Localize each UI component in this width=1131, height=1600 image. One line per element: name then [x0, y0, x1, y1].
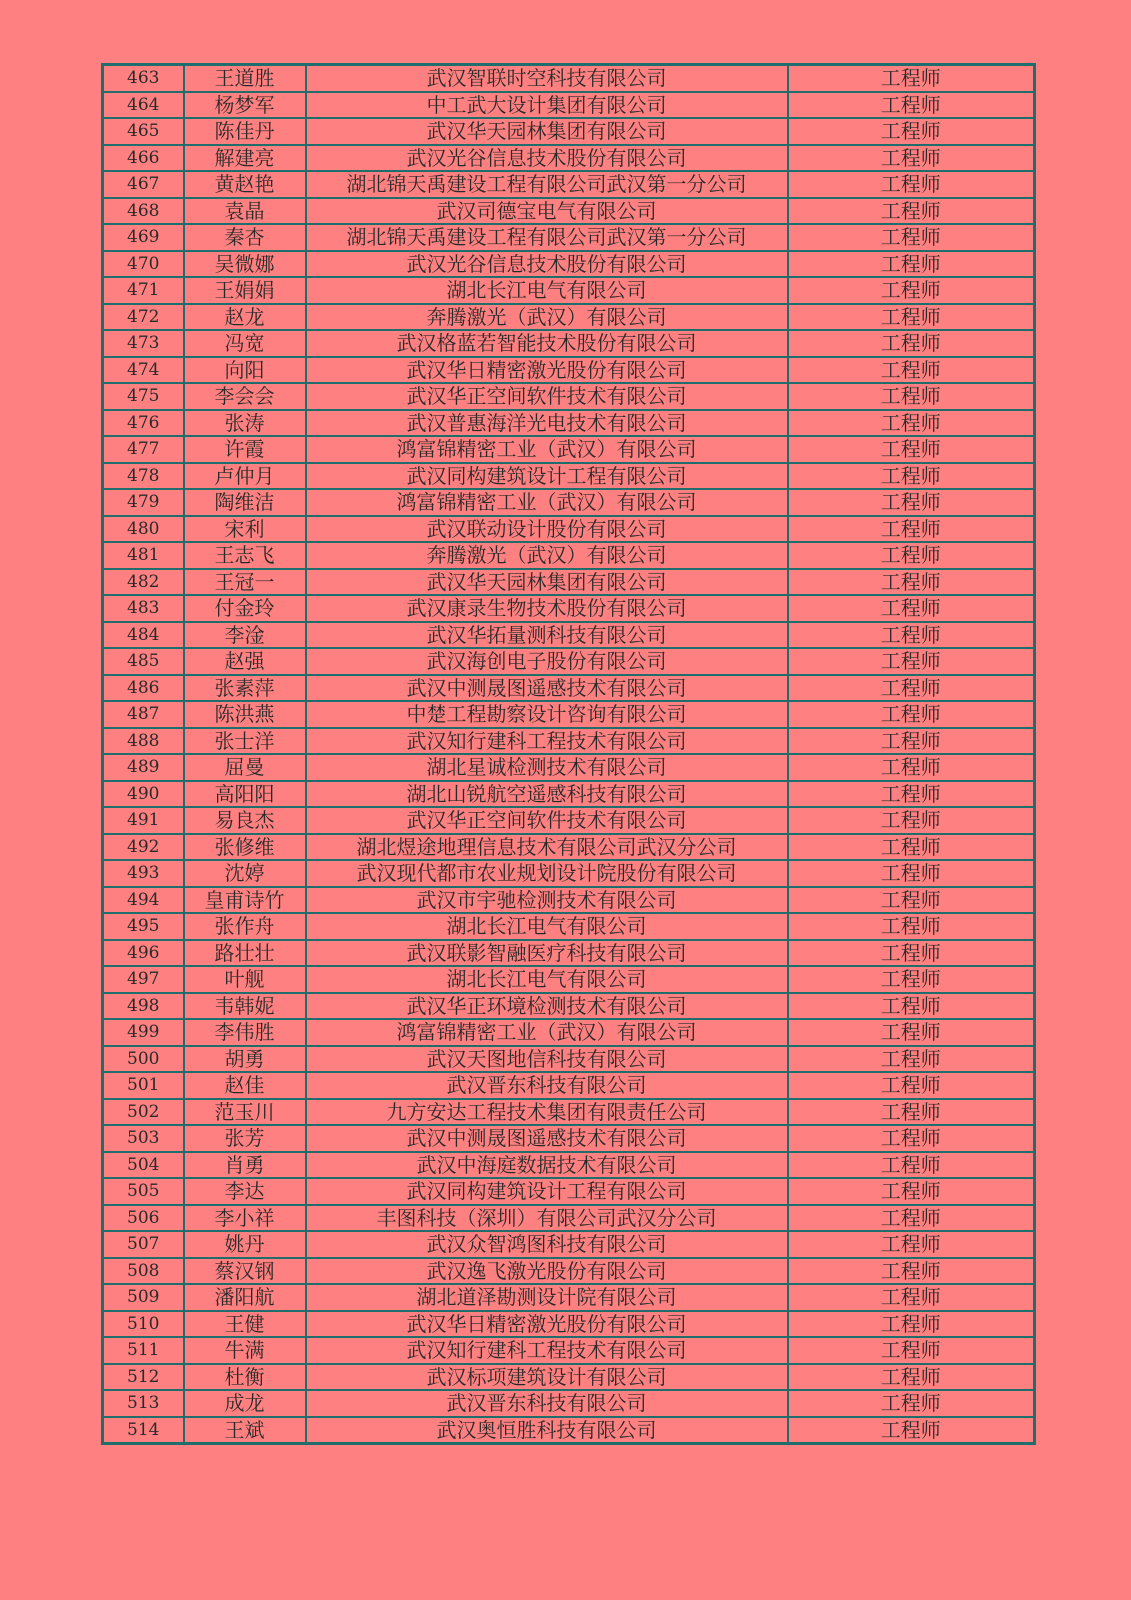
title-cell: 工程师: [788, 1019, 1035, 1046]
name-cell: 王娟娟: [184, 277, 306, 304]
title-cell: 工程师: [788, 966, 1035, 993]
table-row: [103, 1311, 1035, 1338]
table-row: [103, 781, 1035, 808]
company-cell: 武汉天图地信科技有限公司: [306, 1046, 788, 1073]
title-cell: 工程师: [788, 198, 1035, 225]
title-cell: 工程师: [788, 224, 1035, 251]
table-row: [103, 1152, 1035, 1179]
name-cell: 王志飞: [184, 542, 306, 569]
table-row: [103, 1125, 1035, 1152]
company-cell: 奔腾激光（武汉）有限公司: [306, 304, 788, 331]
company-cell: 湖北长江电气有限公司: [306, 966, 788, 993]
name-cell: 路壮壮: [184, 940, 306, 967]
row-number-cell: 474: [103, 357, 184, 384]
name-cell: 袁晶: [184, 198, 306, 225]
company-cell: 武汉华天园林集团有限公司: [306, 118, 788, 145]
table-row: [103, 1099, 1035, 1126]
company-cell: 湖北锦天禹建设工程有限公司武汉第一分公司: [306, 171, 788, 198]
title-cell: 工程师: [788, 489, 1035, 516]
name-cell: 陶维洁: [184, 489, 306, 516]
table-row: [103, 304, 1035, 331]
name-cell: 宋利: [184, 516, 306, 543]
name-cell: 张士洋: [184, 728, 306, 755]
table-row: [103, 1417, 1035, 1444]
name-cell: 秦杏: [184, 224, 306, 251]
name-cell: 许霞: [184, 436, 306, 463]
company-cell: 武汉同构建筑设计工程有限公司: [306, 1178, 788, 1205]
title-cell: 工程师: [788, 542, 1035, 569]
name-cell: 赵龙: [184, 304, 306, 331]
name-cell: 张修维: [184, 834, 306, 861]
company-cell: 武汉奥恒胜科技有限公司: [306, 1417, 788, 1444]
title-cell: 工程师: [788, 277, 1035, 304]
table-row: [103, 807, 1035, 834]
name-cell: 王斌: [184, 1417, 306, 1444]
name-cell: 范玉川: [184, 1099, 306, 1126]
table-row: [103, 622, 1035, 649]
table-row: [103, 595, 1035, 622]
company-cell: 湖北锦天禹建设工程有限公司武汉第一分公司: [306, 224, 788, 251]
name-cell: 屈曼: [184, 754, 306, 781]
table-row: [103, 330, 1035, 357]
table-row: [103, 198, 1035, 225]
row-number-cell: 503: [103, 1125, 184, 1152]
name-cell: 王冠一: [184, 569, 306, 596]
table-row: [103, 701, 1035, 728]
row-number-cell: 501: [103, 1072, 184, 1099]
company-cell: 武汉众智鸿图科技有限公司: [306, 1231, 788, 1258]
title-cell: 工程师: [788, 648, 1035, 675]
name-cell: 解建亮: [184, 145, 306, 172]
table-row: [103, 1284, 1035, 1311]
name-cell: 李淦: [184, 622, 306, 649]
company-cell: 奔腾激光（武汉）有限公司: [306, 542, 788, 569]
title-cell: 工程师: [788, 569, 1035, 596]
company-cell: 武汉康录生物技术股份有限公司: [306, 595, 788, 622]
company-cell: 武汉现代都市农业规划设计院股份有限公司: [306, 860, 788, 887]
title-cell: 工程师: [788, 622, 1035, 649]
company-cell: 武汉华日精密激光股份有限公司: [306, 1311, 788, 1338]
row-number-cell: 498: [103, 993, 184, 1020]
company-cell: 湖北长江电气有限公司: [306, 913, 788, 940]
row-number-cell: 505: [103, 1178, 184, 1205]
company-cell: 武汉普惠海洋光电技术有限公司: [306, 410, 788, 437]
table-row: [103, 1390, 1035, 1417]
table-row: [103, 1337, 1035, 1364]
company-cell: 武汉联动设计股份有限公司: [306, 516, 788, 543]
title-cell: 工程师: [788, 357, 1035, 384]
table-row: [103, 224, 1035, 251]
table-row: [103, 251, 1035, 278]
title-cell: 工程师: [788, 1390, 1035, 1417]
title-cell: 工程师: [788, 1231, 1035, 1258]
name-cell: 易良杰: [184, 807, 306, 834]
table-row: [103, 569, 1035, 596]
row-number-cell: 475: [103, 383, 184, 410]
name-cell: 张素萍: [184, 675, 306, 702]
row-number-cell: 482: [103, 569, 184, 596]
row-number-cell: 506: [103, 1205, 184, 1232]
table-row: [103, 834, 1035, 861]
title-cell: 工程师: [788, 993, 1035, 1020]
name-cell: 李小祥: [184, 1205, 306, 1232]
table-row: [103, 728, 1035, 755]
title-cell: 工程师: [788, 1417, 1035, 1444]
company-cell: 武汉华拓量测科技有限公司: [306, 622, 788, 649]
name-cell: 肖勇: [184, 1152, 306, 1179]
table-row: [103, 940, 1035, 967]
row-number-cell: 463: [103, 65, 184, 92]
company-cell: 武汉知行建科工程技术有限公司: [306, 728, 788, 755]
table-row: [103, 1258, 1035, 1285]
row-number-cell: 483: [103, 595, 184, 622]
title-cell: 工程师: [788, 92, 1035, 119]
row-number-cell: 509: [103, 1284, 184, 1311]
row-number-cell: 487: [103, 701, 184, 728]
title-cell: 工程师: [788, 728, 1035, 755]
name-cell: 黄赵艳: [184, 171, 306, 198]
title-cell: 工程师: [788, 330, 1035, 357]
row-number-cell: 473: [103, 330, 184, 357]
title-cell: 工程师: [788, 516, 1035, 543]
name-cell: 李伟胜: [184, 1019, 306, 1046]
name-cell: 卢仲月: [184, 463, 306, 490]
row-number-cell: 507: [103, 1231, 184, 1258]
company-cell: 武汉标项建筑设计有限公司: [306, 1364, 788, 1391]
name-cell: 冯宽: [184, 330, 306, 357]
table-row: [103, 542, 1035, 569]
title-cell: 工程师: [788, 940, 1035, 967]
title-cell: 工程师: [788, 675, 1035, 702]
table-row: [103, 993, 1035, 1020]
row-number-cell: 467: [103, 171, 184, 198]
row-number-cell: 491: [103, 807, 184, 834]
name-cell: 杜衡: [184, 1364, 306, 1391]
name-cell: 付金玲: [184, 595, 306, 622]
table-row: [103, 1231, 1035, 1258]
company-cell: 武汉联影智融医疗科技有限公司: [306, 940, 788, 967]
company-cell: 武汉知行建科工程技术有限公司: [306, 1337, 788, 1364]
row-number-cell: 464: [103, 92, 184, 119]
company-cell: 武汉华日精密激光股份有限公司: [306, 357, 788, 384]
table-row: [103, 1178, 1035, 1205]
table-row: [103, 648, 1035, 675]
row-number-cell: 513: [103, 1390, 184, 1417]
row-number-cell: 466: [103, 145, 184, 172]
title-cell: 工程师: [788, 1311, 1035, 1338]
row-number-cell: 480: [103, 516, 184, 543]
name-cell: 陈洪燕: [184, 701, 306, 728]
title-cell: 工程师: [788, 1364, 1035, 1391]
table-row: [103, 516, 1035, 543]
company-cell: 武汉华正空间软件技术有限公司: [306, 383, 788, 410]
company-cell: 武汉智联时空科技有限公司: [306, 65, 788, 92]
company-cell: 武汉华正环境检测技术有限公司: [306, 993, 788, 1020]
table-row: [103, 277, 1035, 304]
company-cell: 鸿富锦精密工业（武汉）有限公司: [306, 489, 788, 516]
row-number-cell: 468: [103, 198, 184, 225]
row-number-cell: 510: [103, 1311, 184, 1338]
title-cell: 工程师: [788, 171, 1035, 198]
table-row: [103, 1364, 1035, 1391]
title-cell: 工程师: [788, 463, 1035, 490]
company-cell: 武汉晋东科技有限公司: [306, 1072, 788, 1099]
row-number-cell: 500: [103, 1046, 184, 1073]
table-row: [103, 171, 1035, 198]
row-number-cell: 479: [103, 489, 184, 516]
company-cell: 武汉司德宝电气有限公司: [306, 198, 788, 225]
name-cell: 陈佳丹: [184, 118, 306, 145]
table-row: [103, 383, 1035, 410]
name-cell: 成龙: [184, 1390, 306, 1417]
name-cell: 胡勇: [184, 1046, 306, 1073]
table-row: [103, 92, 1035, 119]
company-cell: 武汉光谷信息技术股份有限公司: [306, 251, 788, 278]
company-cell: 武汉光谷信息技术股份有限公司: [306, 145, 788, 172]
name-cell: 张作舟: [184, 913, 306, 940]
table-row: [103, 1205, 1035, 1232]
table-row: [103, 145, 1035, 172]
table-row: [103, 436, 1035, 463]
company-cell: 武汉晋东科技有限公司: [306, 1390, 788, 1417]
table-row: [103, 754, 1035, 781]
title-cell: 工程师: [788, 383, 1035, 410]
row-number-cell: 502: [103, 1099, 184, 1126]
name-cell: 沈婷: [184, 860, 306, 887]
name-cell: 王健: [184, 1311, 306, 1338]
title-cell: 工程师: [788, 1178, 1035, 1205]
company-cell: 武汉中海庭数据技术有限公司: [306, 1152, 788, 1179]
row-number-cell: 489: [103, 754, 184, 781]
title-cell: 工程师: [788, 145, 1035, 172]
company-cell: 中工武大设计集团有限公司: [306, 92, 788, 119]
row-number-cell: 471: [103, 277, 184, 304]
company-cell: 湖北道泽勘测设计院有限公司: [306, 1284, 788, 1311]
table-row: [103, 1046, 1035, 1073]
row-number-cell: 476: [103, 410, 184, 437]
row-number-cell: 508: [103, 1258, 184, 1285]
title-cell: 工程师: [788, 436, 1035, 463]
name-cell: 向阳: [184, 357, 306, 384]
name-cell: 姚丹: [184, 1231, 306, 1258]
title-cell: 工程师: [788, 754, 1035, 781]
row-number-cell: 486: [103, 675, 184, 702]
title-cell: 工程师: [788, 807, 1035, 834]
company-cell: 九方安达工程技术集团有限责任公司: [306, 1099, 788, 1126]
title-cell: 工程师: [788, 595, 1035, 622]
company-cell: 武汉格蓝若智能技术股份有限公司: [306, 330, 788, 357]
row-number-cell: 494: [103, 887, 184, 914]
company-cell: 武汉市宇驰检测技术有限公司: [306, 887, 788, 914]
company-cell: 湖北星诚检测技术有限公司: [306, 754, 788, 781]
title-cell: 工程师: [788, 1258, 1035, 1285]
company-cell: 武汉华天园林集团有限公司: [306, 569, 788, 596]
name-cell: 杨梦军: [184, 92, 306, 119]
table-row: [103, 410, 1035, 437]
table-row: [103, 1019, 1035, 1046]
name-cell: 皇甫诗竹: [184, 887, 306, 914]
name-cell: 吴微娜: [184, 251, 306, 278]
company-cell: 武汉华正空间软件技术有限公司: [306, 807, 788, 834]
row-number-cell: 493: [103, 860, 184, 887]
name-cell: 牛满: [184, 1337, 306, 1364]
name-cell: 赵强: [184, 648, 306, 675]
table-row: [103, 913, 1035, 940]
name-cell: 韦韩妮: [184, 993, 306, 1020]
name-cell: 张芳: [184, 1125, 306, 1152]
row-number-cell: 470: [103, 251, 184, 278]
row-number-cell: 484: [103, 622, 184, 649]
title-cell: 工程师: [788, 1205, 1035, 1232]
title-cell: 工程师: [788, 1337, 1035, 1364]
company-cell: 鸿富锦精密工业（武汉）有限公司: [306, 1019, 788, 1046]
row-number-cell: 504: [103, 1152, 184, 1179]
title-cell: 工程师: [788, 65, 1035, 92]
name-cell: 赵佳: [184, 1072, 306, 1099]
personnel-table: [101, 63, 1036, 1445]
table-row: [103, 887, 1035, 914]
table-row: [103, 463, 1035, 490]
row-number-cell: 511: [103, 1337, 184, 1364]
row-number-cell: 512: [103, 1364, 184, 1391]
row-number-cell: 485: [103, 648, 184, 675]
row-number-cell: 488: [103, 728, 184, 755]
table-row: [103, 357, 1035, 384]
title-cell: 工程师: [788, 304, 1035, 331]
title-cell: 工程师: [788, 251, 1035, 278]
row-number-cell: 495: [103, 913, 184, 940]
row-number-cell: 499: [103, 1019, 184, 1046]
title-cell: 工程师: [788, 410, 1035, 437]
table-body: [103, 65, 1035, 1444]
title-cell: 工程师: [788, 860, 1035, 887]
title-cell: 工程师: [788, 887, 1035, 914]
company-cell: 湖北长江电气有限公司: [306, 277, 788, 304]
title-cell: 工程师: [788, 1125, 1035, 1152]
name-cell: 潘阳航: [184, 1284, 306, 1311]
company-cell: 武汉海创电子股份有限公司: [306, 648, 788, 675]
company-cell: 武汉逸飞激光股份有限公司: [306, 1258, 788, 1285]
row-number-cell: 477: [103, 436, 184, 463]
title-cell: 工程师: [788, 1099, 1035, 1126]
table-row: [103, 65, 1035, 92]
company-cell: 武汉中测晟图遥感技术有限公司: [306, 1125, 788, 1152]
row-number-cell: 490: [103, 781, 184, 808]
title-cell: 工程师: [788, 834, 1035, 861]
table-row: [103, 860, 1035, 887]
name-cell: 高阳阳: [184, 781, 306, 808]
company-cell: 鸿富锦精密工业（武汉）有限公司: [306, 436, 788, 463]
company-cell: 湖北煜途地理信息技术有限公司武汉分公司: [306, 834, 788, 861]
table-row: [103, 1072, 1035, 1099]
title-cell: 工程师: [788, 1072, 1035, 1099]
table-row: [103, 675, 1035, 702]
row-number-cell: 492: [103, 834, 184, 861]
table-row: [103, 966, 1035, 993]
row-number-cell: 478: [103, 463, 184, 490]
row-number-cell: 481: [103, 542, 184, 569]
company-cell: 中楚工程勘察设计咨询有限公司: [306, 701, 788, 728]
company-cell: 武汉同构建筑设计工程有限公司: [306, 463, 788, 490]
name-cell: 叶舰: [184, 966, 306, 993]
name-cell: 李达: [184, 1178, 306, 1205]
name-cell: 王道胜: [184, 65, 306, 92]
name-cell: 蔡汉钢: [184, 1258, 306, 1285]
table-row: [103, 489, 1035, 516]
row-number-cell: 496: [103, 940, 184, 967]
row-number-cell: 497: [103, 966, 184, 993]
title-cell: 工程师: [788, 701, 1035, 728]
company-cell: 武汉中测晟图遥感技术有限公司: [306, 675, 788, 702]
row-number-cell: 469: [103, 224, 184, 251]
row-number-cell: 465: [103, 118, 184, 145]
title-cell: 工程师: [788, 1152, 1035, 1179]
title-cell: 工程师: [788, 118, 1035, 145]
title-cell: 工程师: [788, 1284, 1035, 1311]
title-cell: 工程师: [788, 1046, 1035, 1073]
row-number-cell: 472: [103, 304, 184, 331]
company-cell: 丰图科技（深圳）有限公司武汉分公司: [306, 1205, 788, 1232]
table-row: [103, 118, 1035, 145]
row-number-cell: 514: [103, 1417, 184, 1444]
title-cell: 工程师: [788, 913, 1035, 940]
name-cell: 张涛: [184, 410, 306, 437]
name-cell: 李会会: [184, 383, 306, 410]
company-cell: 湖北山锐航空遥感科技有限公司: [306, 781, 788, 808]
title-cell: 工程师: [788, 781, 1035, 808]
